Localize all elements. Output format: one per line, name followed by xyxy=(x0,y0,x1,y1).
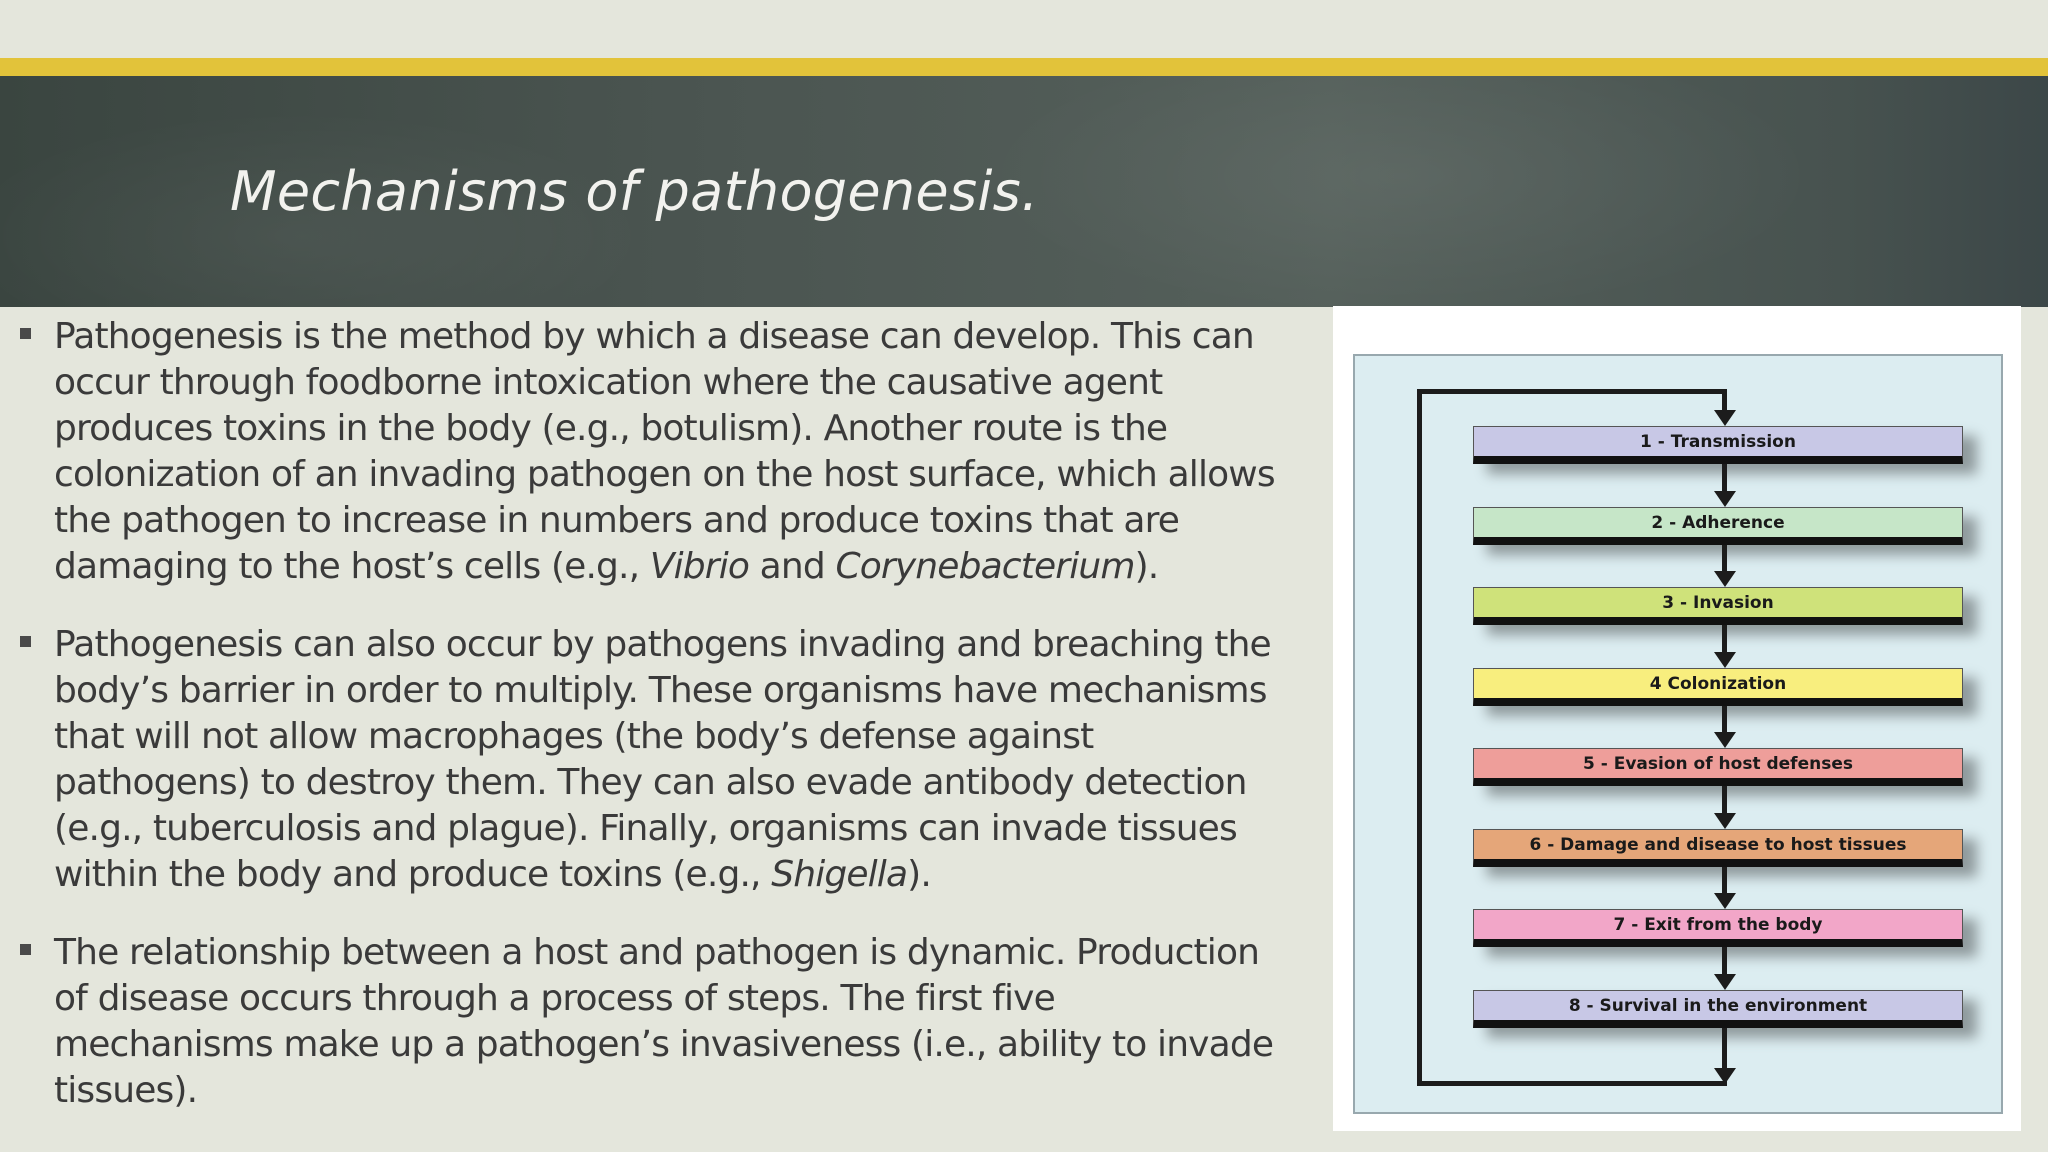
bullet-square-icon xyxy=(20,328,31,339)
bullet-text xyxy=(54,314,1278,590)
flow-step-2: 2 - Adherence xyxy=(1473,507,1963,545)
accent-bar xyxy=(0,58,2048,76)
bullet-square-icon xyxy=(20,944,31,955)
flow-arrow-shaft xyxy=(1722,786,1727,815)
flow-step-3: 3 - Invasion xyxy=(1473,587,1963,625)
bullet-item xyxy=(18,314,1278,590)
bullet-segment: Pathogenesis is the method by which a disease can develop. This can occur through foodborne intoxication where the causative agent produces toxins in the body (e.g., botulism). Another route is the colonization of an invading pathogen on the host surface, which allows the pathogen to increase in numbers and produce toxins that are damaging to the host’s cells (e.g., xyxy=(54,316,1275,587)
arrow-down-icon xyxy=(1714,732,1736,748)
arrow-down-icon xyxy=(1714,974,1736,990)
flow-arrow-shaft xyxy=(1722,706,1727,734)
bullet-segment: ). xyxy=(1134,546,1159,587)
flow-arrow-shaft xyxy=(1722,867,1727,895)
flow-arrow-shaft xyxy=(1722,947,1727,976)
bullet-text xyxy=(54,930,1278,1114)
flow-arrow-shaft xyxy=(1722,389,1727,412)
bullet-segment: and xyxy=(749,546,836,587)
arrow-down-icon xyxy=(1714,571,1736,587)
flow-step-8: 8 - Survival in the environment xyxy=(1473,990,1963,1028)
arrow-down-icon xyxy=(1714,491,1736,507)
slide-title: Mechanisms of pathogenesis. xyxy=(230,160,1039,223)
bullet-item xyxy=(18,930,1278,1114)
bullet-segment-italic: Vibrio xyxy=(649,546,750,587)
bullet-list xyxy=(18,314,1278,1146)
flow-arrow-shaft xyxy=(1722,545,1727,573)
bullet-segment: The relationship between a host and pathogen is dynamic. Production of disease occurs through a process of steps. The first five mechanisms make up a pathogen’s invasiveness (i.e., ability to invade tissues). xyxy=(54,932,1274,1111)
flow-step-7: 7 - Exit from the body xyxy=(1473,909,1963,947)
flow-step-1: 1 - Transmission xyxy=(1473,426,1963,464)
flow-arrow-shaft xyxy=(1722,1028,1727,1070)
diagram-frame xyxy=(1353,354,2003,1114)
bullet-square-icon xyxy=(20,636,31,647)
arrow-down-icon xyxy=(1714,893,1736,909)
loop-line-left xyxy=(1417,389,1422,1086)
bullet-text xyxy=(54,622,1278,898)
flow-step-6: 6 - Damage and disease to host tissues xyxy=(1473,829,1963,867)
bullet-item xyxy=(18,622,1278,898)
bullet-segment: Pathogenesis can also occur by pathogens invading and breaching the body’s barrier in order to multiply. These organisms have mechanisms that will not allow macrophages (the body’s defense against pathogens) to destroy them. They can also evade antibody detection (e.g., tuberculosis and plague). Finally, organisms can invade tissues within the body and produce toxins (e.g., xyxy=(54,624,1271,895)
loop-line-bottom xyxy=(1417,1081,1727,1086)
bullet-segment-italic: Shigella xyxy=(771,854,908,895)
flow-step-5: 5 - Evasion of host defenses xyxy=(1473,748,1963,786)
loop-line-top xyxy=(1417,389,1727,394)
bullet-segment-italic: Corynebacterium xyxy=(835,546,1135,587)
arrow-down-icon xyxy=(1714,1068,1736,1084)
arrow-down-icon xyxy=(1714,813,1736,829)
flow-arrow-shaft xyxy=(1722,625,1727,654)
pathogenesis-diagram-image xyxy=(1333,306,2021,1131)
flow-step-4: 4 Colonization xyxy=(1473,668,1963,706)
bullet-segment: ). xyxy=(907,854,931,895)
arrow-down-icon xyxy=(1714,410,1736,426)
flow-arrow-shaft xyxy=(1722,464,1727,493)
title-banner xyxy=(0,76,2048,307)
arrow-down-icon xyxy=(1714,652,1736,668)
